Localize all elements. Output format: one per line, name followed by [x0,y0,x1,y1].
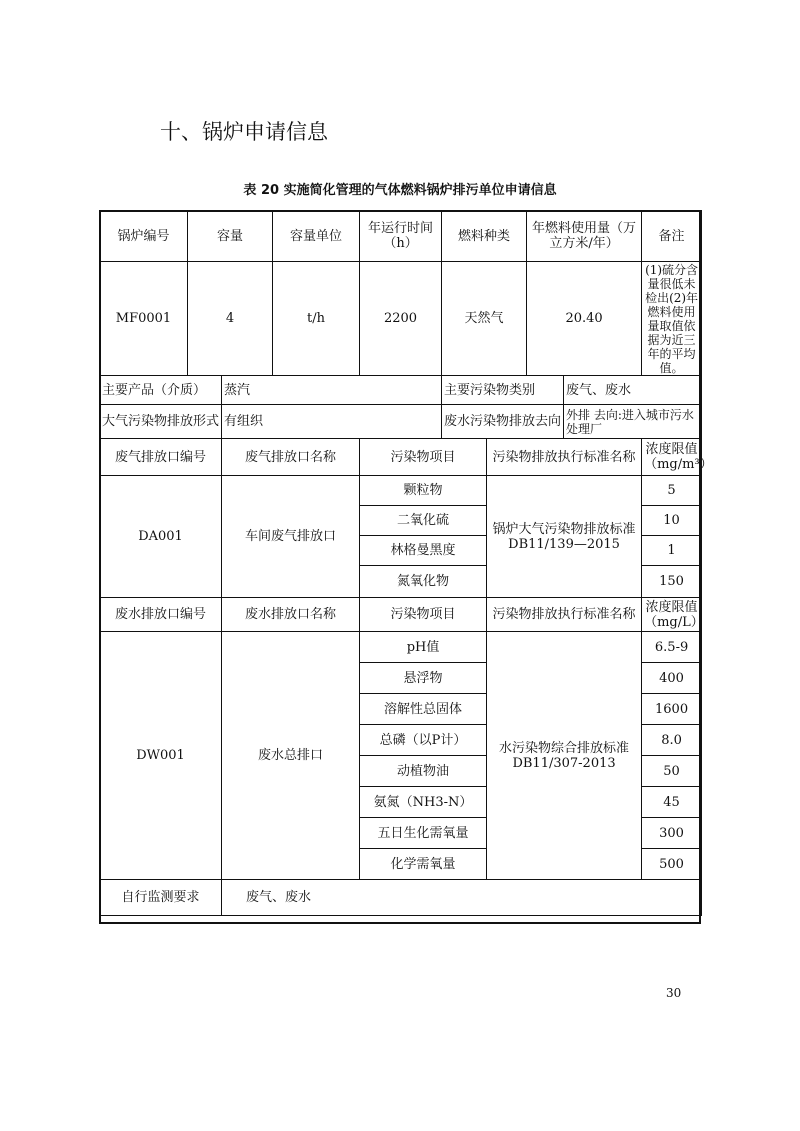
boiler-data-row [100,262,702,376]
header-capacity-unit: 容量单位 [273,211,360,262]
header-annual-hours: 年运行时间（h） [360,211,442,262]
air-mode-label: 大气污染物排放形式 [100,405,222,439]
air-mode-value: 有组织 [222,405,442,439]
gas-limit: 10 [642,506,702,536]
gas-header-outlet-id: 废气排放口编号 [100,439,222,476]
page-number: 30 [666,986,682,1000]
water-pollutant: 化学需氧量 [360,849,487,880]
header-note: 备注 [642,211,702,262]
water-limit: 6.5-9 [642,632,702,663]
boiler-application-table [99,210,713,916]
water-header-row [100,598,702,632]
water-header-outlet-name: 废水排放口名称 [222,598,360,632]
product-label: 主要产品（介质） [100,376,222,405]
water-standard: 水污染物综合排放标准DB11/307-2013 [487,632,642,880]
water-limit: 45 [642,787,702,818]
water-outlet-id: DW001 [100,632,222,880]
gas-header-standard: 污染物排放执行标准名称 [487,439,642,476]
section-heading: 十、锅炉申请信息 [160,120,328,144]
product-row [100,376,702,405]
pollutant-type-label: 主要污染物类别 [442,376,564,405]
boiler-fuel-usage: 20.40 [527,262,642,376]
gas-pollutant: 氮氧化物 [360,566,487,598]
monitoring-label: 自行监测要求 [100,880,222,916]
table-caption: 表 20 实施简化管理的气体燃料锅炉排污单位申请信息 [243,183,557,198]
gas-pollutant: 颗粒物 [360,476,487,506]
water-header-standard: 污染物排放执行标准名称 [487,598,642,632]
gas-pollutant: 二氧化硫 [360,506,487,536]
water-pollutant: 动植物油 [360,756,487,787]
water-limit: 300 [642,818,702,849]
water-limit: 500 [642,849,702,880]
header-fuel-type: 燃料种类 [442,211,527,262]
boiler-fuel-type: 天然气 [442,262,527,376]
gas-row [100,476,702,506]
monitoring-value: 废气、废水 [222,880,702,916]
water-limit: 1600 [642,694,702,725]
water-header-outlet-id: 废水排放口编号 [100,598,222,632]
gas-header-pollutant: 污染物项目 [360,439,487,476]
pollutant-type-value: 废气、废水 [564,376,702,405]
boiler-id: MF0001 [100,262,188,376]
water-pollutant: 溶解性总固体 [360,694,487,725]
water-header-pollutant: 污染物项目 [360,598,487,632]
gas-header-outlet-name: 废气排放口名称 [222,439,360,476]
gas-limit: 1 [642,536,702,566]
boiler-note: (1)硫分含量很低未检出(2)年燃料使用量取值依据为近三年的平均值。 [642,262,702,376]
gas-standard: 锅炉大气污染物排放标准DB11/139—2015 [487,476,642,598]
water-header-limit: 浓度限值（mg/L） [642,598,702,632]
monitoring-row [100,880,702,916]
water-pollutant: 总磷（以P计） [360,725,487,756]
gas-outlet-name: 车间废气排放口 [222,476,360,598]
water-pollutant: 氨氮（NH3-N） [360,787,487,818]
water-destination-label: 废水污染物排放去向 [442,405,564,439]
water-pollutant: 五日生化需氧量 [360,818,487,849]
header-fuel-usage: 年燃料使用量（万立方米/年） [527,211,642,262]
gas-limit: 150 [642,566,702,598]
boiler-capacity-unit: t/h [273,262,360,376]
gas-limit: 5 [642,476,702,506]
water-destination-value: 外排 去向:进入城市污水处理厂 [564,405,702,439]
boiler-annual-hours: 2200 [360,262,442,376]
water-limit: 400 [642,663,702,694]
discharge-mode-row [100,405,702,439]
water-row [100,632,702,663]
gas-outlet-id: DA001 [100,476,222,598]
header-capacity: 容量 [188,211,273,262]
water-limit: 8.0 [642,725,702,756]
boiler-header-row [100,211,702,262]
header-boiler-id: 锅炉编号 [100,211,188,262]
gas-pollutant: 林格曼黑度 [360,536,487,566]
gas-header-limit: 浓度限值（mg/m³） [642,439,702,476]
water-pollutant: 悬浮物 [360,663,487,694]
water-outlet-name: 废水总排口 [222,632,360,880]
gas-header-row [100,439,702,476]
water-limit: 50 [642,756,702,787]
product-value: 蒸汽 [222,376,442,405]
water-pollutant: pH值 [360,632,487,663]
boiler-capacity: 4 [188,262,273,376]
